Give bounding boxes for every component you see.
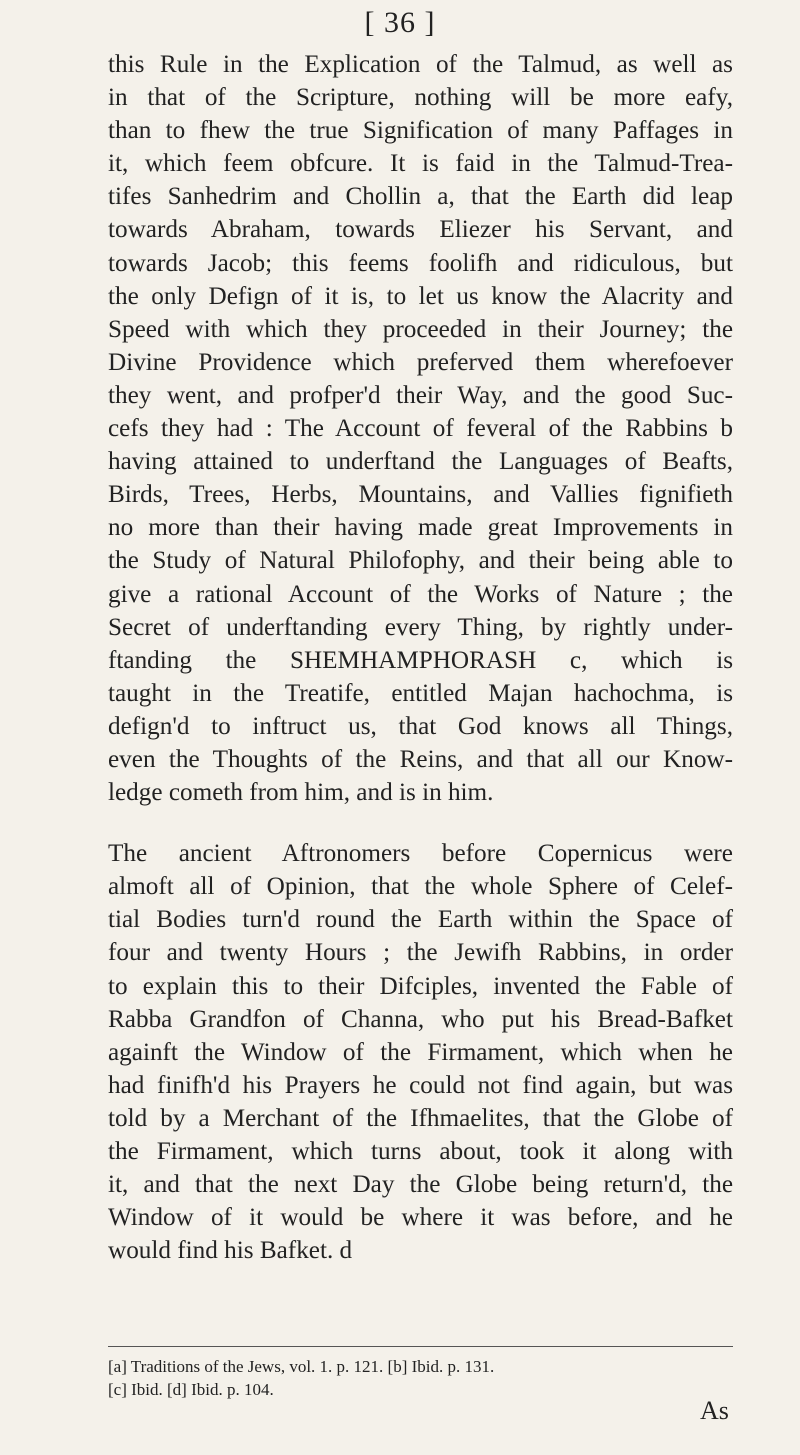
text-line: told by a Merchant of the Ifhmaelites, that the Globe of <box>108 1104 733 1132</box>
text-line: againft the Window of the Firmament, which when he <box>108 1038 733 1066</box>
text-line: towards Jacob; this feems foolifh and ridiculous, but <box>108 249 733 277</box>
text-line: taught in the Treatife, entitled Majan hachochma, is <box>108 679 733 707</box>
paragraph-gap <box>108 809 733 837</box>
text-line: Secret of underftanding every Thing, by rightly under- <box>108 613 733 641</box>
body-text <box>108 48 733 1267</box>
page-number: [ 36 ] <box>364 6 436 39</box>
text-line: four and twenty Hours ; the Jewifh Rabbins, in order <box>108 939 733 967</box>
text-line: the Study of Natural Philofophy, and their being able to <box>108 547 733 575</box>
text-line: The ancient Aftronomers before Copernicus were <box>108 840 733 868</box>
paragraph-2 <box>108 837 733 1267</box>
footnotes <box>108 1355 733 1401</box>
paragraph-1 <box>108 48 733 809</box>
text-line: the only Defign of it is, to let us know the Alacrity and <box>108 282 733 310</box>
text-line: Birds, Trees, Herbs, Mountains, and Vallies fignifieth <box>108 481 733 509</box>
text-line: this Rule in the Explication of the Talmud, as well as <box>108 51 733 78</box>
text-line: Speed with which they proceeded in their Journey; the <box>108 315 733 343</box>
text-line: Divine Providence which preferved them wherefoever <box>108 348 733 376</box>
text-line: it, and that the next Day the Globe being return'd, the <box>108 1171 733 1199</box>
text-line: ftanding the SHEMHAMPHORASH c, which is <box>108 646 733 674</box>
footnote-line: [c] Ibid. [d] Ibid. p. 104. <box>108 1380 274 1399</box>
text-line: defign'd to inftruct us, that God knows all Things, <box>108 712 733 740</box>
text-line: they went, and profper'd their Way, and the good Suc- <box>108 381 733 409</box>
text-line: almoft all of Opinion, that the whole Sphere of Celef- <box>108 873 733 901</box>
text-line: to explain this to their Difciples, invented the Fable of <box>108 972 733 1000</box>
text-line: the Firmament, which turns about, took it along with <box>108 1138 733 1165</box>
text-line: give a rational Account of the Works of Nature ; the <box>108 580 733 608</box>
text-line: it, which feem obfcure. It is faid in the Talmud-Trea- <box>108 150 733 178</box>
footnote-line: [a] Traditions of the Jews, vol. 1. p. 121. [b] Ibid. p. 131. <box>108 1357 495 1376</box>
text-line: had finifh'd his Prayers he could not find again, but was <box>108 1071 733 1099</box>
text-line: cefs they had : The Account of feveral of the Rabbins b <box>108 415 733 443</box>
text-line: even the Thoughts of the Reins, and that all our Know- <box>108 745 733 773</box>
text-line: tial Bodies turn'd round the Earth within the Space of <box>108 906 733 934</box>
text-line: having attained to underftand the Languages of Beafts, <box>108 448 733 476</box>
text-line: in that of the Scripture, nothing will be more eafy, <box>108 84 733 112</box>
text-line: no more than their having made great Improvements in <box>108 514 733 542</box>
text-line: tifes Sanhedrim and Chollin a, that the Earth did leap <box>108 183 733 211</box>
text-line: Window of it would be where it was before, and he <box>108 1204 733 1232</box>
text-line: would find his Bafket. d <box>108 1237 353 1265</box>
text-line: towards Abraham, towards Eliezer his Servant, and <box>108 216 733 244</box>
footnote-rule <box>108 1346 733 1347</box>
text-line: Rabba Grandfon of Channa, who put his Bread-Bafket <box>108 1005 733 1033</box>
text-line: ledge cometh from him, and is in him. <box>108 779 494 807</box>
text-line: than to fhew the true Signification of many Paffages in <box>108 117 733 145</box>
catchword: As <box>700 1396 729 1425</box>
